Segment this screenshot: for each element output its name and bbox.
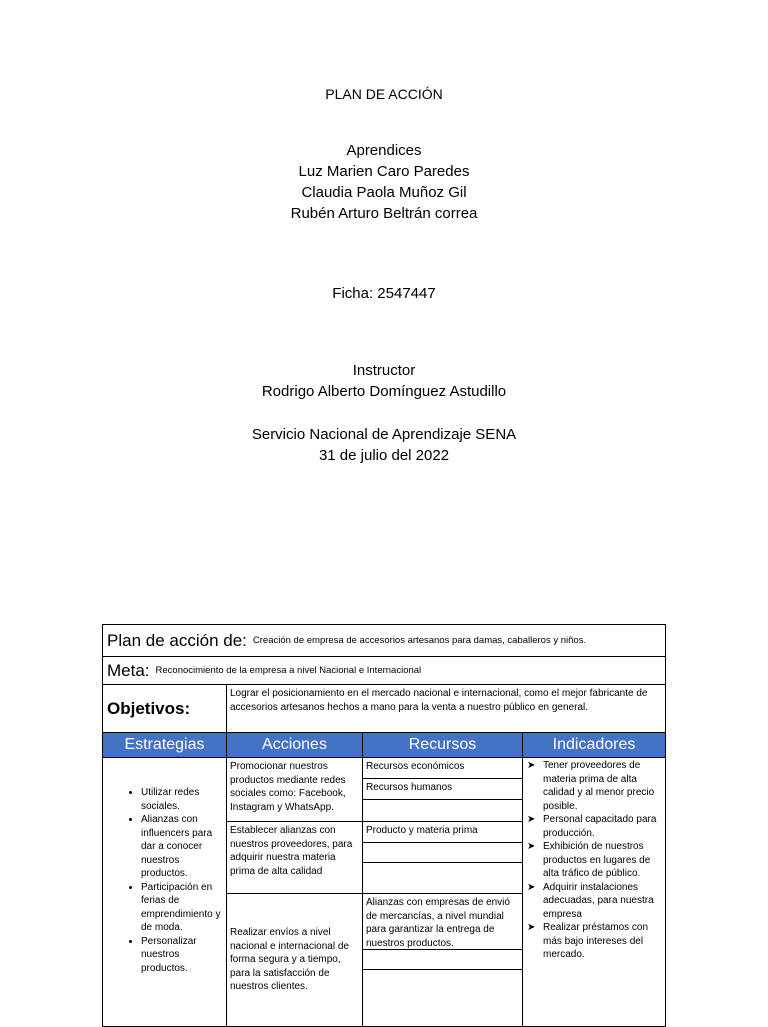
estrategias-column bbox=[103, 758, 227, 1026]
recurso-cell: Recursos económicos bbox=[363, 758, 522, 779]
header-recursos: Recursos bbox=[363, 733, 523, 757]
recursos-column bbox=[363, 758, 523, 1026]
plan-row bbox=[103, 625, 665, 657]
meta-value: Reconocimiento de la empresa a nivel Nacional e Internacional bbox=[155, 665, 422, 676]
accion-cell: Establecer alianzas con nuestros proveedores, para adquirir nuestra materia prima de alta calidad bbox=[227, 822, 362, 894]
plan-label: Plan de acción de: bbox=[107, 630, 247, 650]
objetivos-value: Lograr el posicionamiento en el mercado nacional e internacional, como el mejor fabricante de accesorios artesanos hechos a mano para la venta a nuestro público en general. bbox=[230, 688, 648, 713]
accion-cell: Promocionar nuestros productos mediante redes sociales como: Facebook, Instagram y WhatsApp. bbox=[227, 758, 362, 822]
objetivos-label: Objetivos: bbox=[107, 698, 191, 718]
ficha-number: Ficha: 2547447 bbox=[332, 285, 436, 302]
action-plan-table bbox=[102, 624, 666, 1027]
list-item: ➤ Adquirir instalaciones adecuadas, para nuestra empresa bbox=[543, 881, 663, 922]
acciones-column bbox=[227, 758, 363, 1026]
apprentice-name: Claudia Paola Muñoz Gil bbox=[301, 184, 467, 201]
recurso-cell: Producto y materia prima bbox=[363, 822, 522, 843]
apprentice-name: Luz Marien Caro Paredes bbox=[298, 163, 470, 180]
meta-label: Meta: bbox=[107, 660, 150, 680]
list-item: ➤ Exhibición de nuestros productos en lugares de alta tráfico de público. bbox=[543, 840, 663, 881]
indicadores-column bbox=[523, 758, 665, 1026]
meta-row bbox=[103, 657, 665, 685]
document-title: PLAN DE ACCIÓN bbox=[325, 86, 443, 102]
recurso-cell bbox=[363, 950, 522, 970]
table-header-row bbox=[103, 733, 665, 758]
list-item: • Utilizar redes sociales. bbox=[141, 786, 224, 813]
document-date: 31 de julio del 2022 bbox=[318, 447, 450, 464]
list-item: ➤ Personal capacitado para producción. bbox=[543, 813, 663, 840]
list-item: ➤ Realizar préstamos con más bajo intereses del mercado. bbox=[543, 921, 663, 962]
recurso-cell bbox=[363, 843, 522, 863]
header-acciones: Acciones bbox=[227, 733, 363, 757]
list-item: • Participación en ferias de emprendimiento y de moda. bbox=[141, 881, 224, 935]
recurso-cell bbox=[363, 863, 522, 894]
list-item: ➤ Tener proveedores de materia prima de alta calidad y al menor precio posible. bbox=[543, 759, 663, 813]
apprentices-label: Aprendices bbox=[346, 142, 422, 159]
recurso-cell: Recursos humanos bbox=[363, 779, 522, 800]
list-item: • Personalizar nuestros productos. bbox=[141, 935, 224, 976]
objetivos-row bbox=[103, 685, 665, 733]
recurso-cell: Alianzas con empresas de envió de mercancías, a nivel mundial para garantizar la entrega de nuestros productos. bbox=[363, 894, 522, 950]
header-indicadores: Indicadores bbox=[552, 736, 636, 753]
table-body bbox=[103, 758, 665, 1026]
apprentice-name: Rubén Arturo Beltrán correa bbox=[290, 205, 478, 222]
institution-name: Servicio Nacional de Aprendizaje SENA bbox=[251, 426, 517, 443]
instructor-label: Instructor bbox=[352, 362, 416, 379]
recurso-cell bbox=[363, 970, 522, 1026]
plan-value: Creación de empresa de accesorios artesanos para damas, caballeros y niños. bbox=[252, 635, 587, 646]
objetivos-label-cell bbox=[103, 685, 227, 732]
list-item: • Alianzas con influencers para dar a conocer nuestros productos. bbox=[141, 813, 224, 881]
recurso-cell bbox=[363, 800, 522, 822]
header-estrategias: Estrategias bbox=[103, 733, 227, 757]
instructor-name: Rodrigo Alberto Domínguez Astudillo bbox=[261, 383, 507, 400]
accion-cell: Realizar envíos a nivel nacional e internacional de forma segura y a tiempo, para la satisfacción de nuestros clientes. bbox=[230, 927, 349, 992]
